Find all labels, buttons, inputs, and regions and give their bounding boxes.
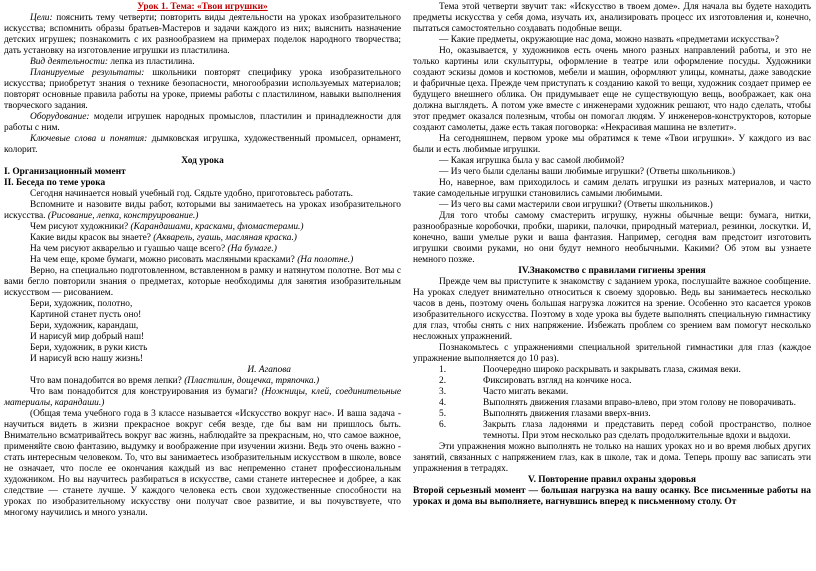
answer-text: (На бумаге.): [227, 244, 277, 254]
goals-label: Цели:: [30, 13, 53, 23]
paragraph: Верно, на специально подготовленном, вставленном в рамку и натянутом полотне. Вот мы с вами бегло повторили знания о предметах, которые необходимы для занятия изобразительным искусством — рисованием.: [4, 266, 401, 298]
answer-text: (Рисование, лепка, конструирование.): [47, 211, 199, 221]
question-line: [4, 244, 401, 255]
exercise-text: Фиксировать взгляд на кончике носа.: [483, 376, 632, 386]
section-heading-2: II. Беседа по теме урока: [4, 178, 106, 188]
question-line: — Из чего были сделаны ваши любимые игрушки? (Ответы школьников.): [439, 167, 736, 177]
lesson-activity: [4, 57, 401, 68]
question-line: [4, 222, 401, 233]
paragraph: Для того чтобы самому смастерить игрушку, нужны обычные вещи: бумага, нитки, разнообразные коробочки, пробки, шарики, палочки, природный материал, резинки, лоскутки. И, конечно, ваши умелые руки и ваша фантазия. Например, сегодня вам предстоит изготовить игрушки своими руками, но они будут немного необычными. Какими? Об этом вы узнаете немного позже.: [413, 211, 811, 265]
question-line: [4, 387, 401, 409]
lesson-goals: [4, 13, 401, 57]
question-text: Что вам понадобится во время лепки?: [30, 376, 185, 386]
goals-text: пояснить тему четверти; повторить виды деятельности на уроках изобразительного искусства; вспомнить образы братьев-Мастеров и задачи каждого из них; выяснить назначение детских игрушек; познакомить с их разнообразием на примерах поделок народного творчества; дать установку на изготовление игрушки из пластилина.: [4, 13, 401, 56]
lesson-results: [4, 68, 401, 112]
section-heading-5: V. Повторение правил охраны здоровья: [528, 475, 696, 485]
exercise-item: [413, 409, 811, 420]
paragraph: [4, 200, 401, 222]
paragraph: На сегодняшнем, первом уроке мы обратимся к теме «Твои игрушки». У каждого из вас были и есть любимые игрушки.: [413, 134, 811, 155]
question-line: — Из чего вы сами мастерили свои игрушки? (Ответы школьников.): [439, 200, 713, 210]
question-text: Вспомните и назовите виды работ, которыми вы занимаетесь на уроках изобразительного искусства.: [4, 200, 401, 221]
equipment-text: модели игрушек народных промыслов, пластилин и принадлежности для работы с ним.: [4, 112, 401, 133]
exercise-item: [413, 420, 811, 442]
exercise-number: 2.: [439, 376, 447, 386]
lesson-keywords: [4, 134, 401, 156]
exercise-item: [413, 398, 811, 409]
exercise-text: Выполнять движения глазами вверх-вниз.: [483, 409, 651, 419]
section-heading-1: I. Организационный момент: [4, 167, 126, 177]
exercise-item: [413, 387, 811, 398]
poem-line: И нарисуй всю нашу жизнь!: [30, 354, 144, 364]
paragraph: Второй серьезный момент — большая нагрузка на вашу осанку. Все письменные работы на уроках и дома вы выполняете, нагнувшись вперед к письменному столу. От: [413, 486, 811, 507]
exercise-number: 5.: [439, 409, 447, 419]
poem-line: Картиной станет пусть оно!: [30, 310, 142, 320]
exercise-text: Поочередно широко раскрывать и закрывать глаза, сжимая веки.: [483, 365, 741, 375]
results-text: школьники повторят специфику урока изобразительного искусства; приобретут знания о технике безопасности, многообразии используемых материалов; повторят основные правила работы на уроке, приемы работы с пластилином, навыки выполнения творческого задания.: [4, 68, 401, 111]
section-heading-4: IV.Знакомство с правилами гигиены зрения: [518, 266, 706, 276]
question-line: [4, 255, 401, 266]
answer-text: (Ножницы, клей, соединительные материалы, карандаши.): [4, 387, 401, 408]
paragraph: Прежде чем вы приступите к знакомству с заданием урока, послушайте важное сообщение. На уроках следует внимательно относиться к своему здоровью. Ведь вы занимаетесь несколько часов в день, поэтому очень большая нагрузка ложится на зрение. Особенно это касается уроков изобразительного искусства. Поэтому в ходе урока вы будете выполнять специальную гимнастику для глаз, чтобы снять с них напряжение. Избежать проблем со зрением вам помогут несколько несложных упражнений.: [413, 277, 811, 342]
poem: [4, 299, 401, 365]
paragraph: Познакомьтесь с упражнениями специальной зрительной гимнастики для глаз (каждое упражнение выполняется до 10 раз).: [413, 343, 811, 364]
keywords-text: дымковская игрушка, художественный промысел, орнамент, колорит.: [4, 134, 401, 155]
equipment-label: Оборудование:: [30, 112, 90, 122]
question-line: [4, 233, 401, 244]
left-column: [4, 2, 401, 519]
answer-text: (Карандашами, красками, фломастерами.): [130, 222, 304, 232]
poem-line: Бери, художник, полотно,: [30, 299, 133, 309]
exercise-number: 1.: [439, 365, 447, 375]
exercise-number: 4.: [439, 398, 447, 408]
paragraph: Но, оказывается, у художников есть очень много разных направлений работы, и это не только картины или скульптуры, оформление в театре или оформление посуды. Художники создают эскизы домов и костюмов, мебели и машин, оформляют улицы, комнаты, даже заводские и фабричные цеха. Прежде чем приступать к созданию какой то вещи, художник создает пример ее будущего внешнего облика. Он придумывает еще не существующую вещь, воображает, как она должна выглядеть. А потом уже вместе с инженерами художник решают, что надо сделать, чтобы этот предмет оказался полезным, чтобы он помогал людям. У инженеров-конструкторов, которые создают самолеты, даже есть такая поговорка: «Некрасивая машина не взлетит».: [413, 46, 811, 133]
answer-text: (Пластилин, дощечка, тряпочка.): [184, 376, 320, 386]
paragraph: Эти упражнения можно выполнять не только на наших уроках но и во время любых других занятий, связанных с напряжением глаз, как в школе, так и дома. Теперь прошу вас записать эти упражнения в тетрадях.: [413, 442, 811, 474]
poem-line: Бери, художник, в руки кисть: [30, 343, 148, 353]
answer-text: (На полотне.): [297, 255, 354, 265]
lesson-equipment: [4, 112, 401, 134]
exercise-text: Выполнять движения глазами вправо-влево, при этом голову не поворачивать.: [483, 398, 796, 408]
poem-line: И нарисуй мир добрый наш!: [30, 332, 145, 342]
poem-author: И. Агапова: [247, 365, 291, 375]
question-text: Что вам понадобится для конструирования из бумаги?: [30, 387, 262, 397]
paragraph: Но, наверное, вам приходилось и самим делать игрушки из разных материалов, и часто такие самодельные игрушки становились самыми любимыми.: [413, 178, 811, 199]
answer-text: (Акварель, гуашь, масляная краска.): [153, 233, 297, 243]
paragraph: (Общая тема учебного года в 3 классе называется «Искусство вокруг нас». И ваша задача - научиться видеть в жизни прекрасное вокруг себя везде, где бы вам ни пришлось быть. Внимательно всматривайтесь вокруг вас жизнь, наблюдайте за прекрасным, но, что самое важное, применяйте свою фантазию, выдумку и воображение при изучении жизни. Ведь это очень важно - стать интересным человеком. То, что вы занимаетесь изобразительным искусством в школе, вовсе не означает, что после ее окончания каждый из вас непременно станет профессиональным художником. Но вы научитесь разбираться в искусстве, сами станете интереснее и добрее, а как следствие — станете лучше. У каждого человека есть свои художественные способности на уроках по изобразительному искусству они получат свое развитие, и вы почувствуете, что многому научились и много узнали.: [4, 409, 401, 518]
poem-line: Бери, художник, карандаш,: [30, 321, 139, 331]
exercise-item: [413, 376, 811, 387]
exercise-number: 6.: [439, 420, 447, 430]
exercise-number: 3.: [439, 387, 447, 397]
course-title: Ход урока: [181, 156, 224, 166]
question-text: На чем еще, кроме бумаги, можно рисовать масляными красками?: [30, 255, 298, 265]
question-text: Какие виды красок вы знаете?: [30, 233, 154, 243]
results-label: Планируемые результаты:: [30, 68, 145, 78]
right-column: [413, 2, 811, 508]
activity-text: лепка из пластилина.: [108, 57, 195, 67]
keywords-label: Ключевые слова и понятия:: [30, 134, 148, 144]
question-text: Чем рисуют художники?: [30, 222, 131, 232]
exercise-text: Закрыть глаза ладонями и представить перед собой пространство, полное темноты. При этом несколько раз сделать продолжительные вдохи и выдохи.: [483, 420, 811, 441]
exercise-item: [413, 365, 811, 376]
question-line: [4, 376, 401, 387]
question-line: — Какие предметы, окружающие нас дома, можно назвать «предметами искусства»?: [439, 35, 779, 45]
lesson-title: Урок 1. Тема: «Твои игрушки»: [137, 2, 268, 12]
paragraph: Сегодня начинается новый учебный год. Сядьте удобно, приготовьтесь работать.: [30, 189, 353, 199]
question-line: — Какая игрушка была у вас самой любимой?: [439, 156, 625, 166]
activity-label: Вид деятельности:: [30, 57, 109, 67]
paragraph: Тема этой четверти звучит так: «Искусство в твоем доме». Для начала вы будете находить предметы искусства у себя дома, изучать их, анализировать процесс их изготовления и, конечно, пытаться самостоятельно создавать подобные вещи.: [413, 2, 811, 34]
exercise-text: Часто мигать веками.: [483, 387, 569, 397]
question-text: На чем рисуют акварелью и гуашью чаще всего?: [30, 244, 228, 254]
